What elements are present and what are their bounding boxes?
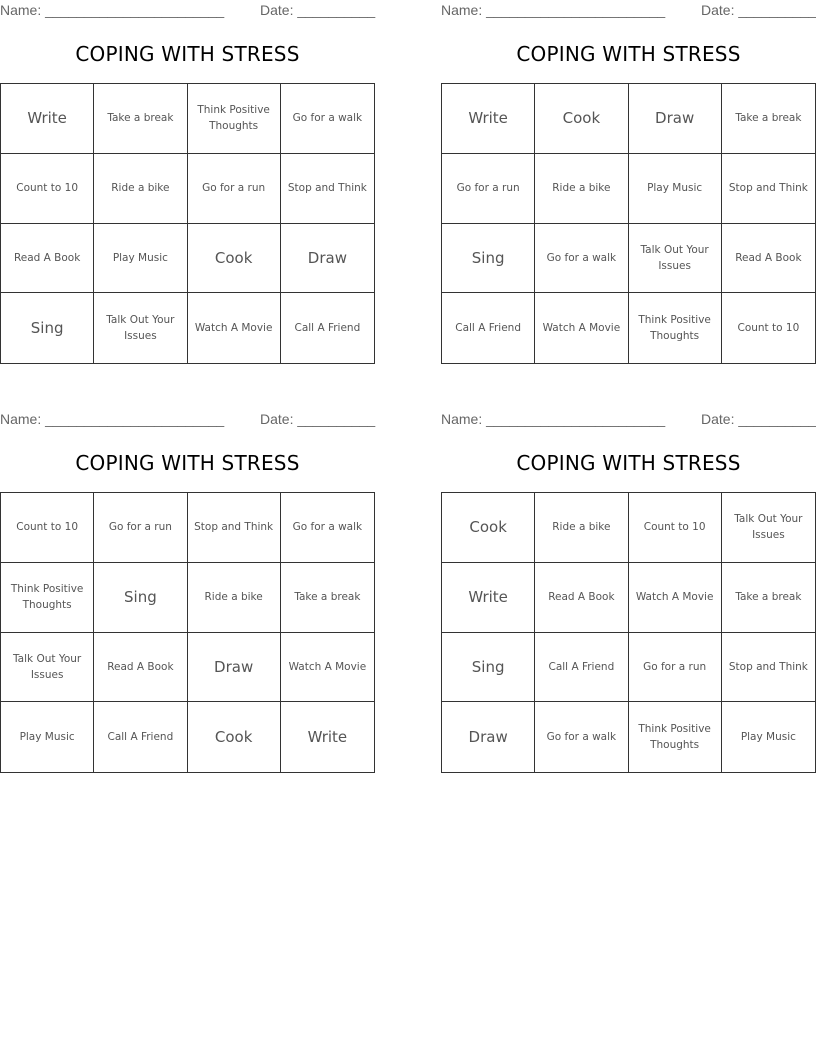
bingo-cell: Write bbox=[1, 84, 94, 154]
bingo-cell: Call A Friend bbox=[94, 702, 187, 772]
bingo-cell: Think Positive Thoughts bbox=[1, 563, 94, 633]
bingo-cell: Go for a walk bbox=[535, 224, 628, 294]
bingo-cell: Write bbox=[442, 563, 535, 633]
name-field: Name: _______________________ bbox=[0, 2, 225, 18]
bingo-grid bbox=[441, 492, 816, 773]
card-title: COPING WITH STRESS bbox=[516, 451, 741, 475]
bingo-cell: Stop and Think bbox=[281, 154, 374, 224]
bingo-cell: Go for a walk bbox=[281, 493, 374, 563]
name-date-row bbox=[441, 2, 816, 20]
bingo-cell: Think Positive Thoughts bbox=[188, 84, 281, 154]
bingo-cell: Draw bbox=[442, 702, 535, 772]
bingo-cell: Go for a run bbox=[629, 633, 722, 703]
bingo-cell: Call A Friend bbox=[535, 633, 628, 703]
bingo-cell: Play Music bbox=[94, 224, 187, 294]
card-title: COPING WITH STRESS bbox=[75, 451, 300, 475]
bingo-cell: Talk Out Your Issues bbox=[1, 633, 94, 703]
bingo-cell: Read A Book bbox=[1, 224, 94, 294]
bingo-cell: Read A Book bbox=[94, 633, 187, 703]
bingo-cell: Take a break bbox=[722, 84, 815, 154]
bingo-cell: Cook bbox=[442, 493, 535, 563]
name-field: Name: _______________________ bbox=[441, 2, 666, 18]
name-date-row bbox=[0, 2, 375, 20]
bingo-grid bbox=[0, 492, 375, 773]
bingo-cell: Think Positive Thoughts bbox=[629, 702, 722, 772]
bingo-card-1 bbox=[0, 0, 375, 364]
bingo-cell: Draw bbox=[281, 224, 374, 294]
bingo-cell: Play Music bbox=[740, 731, 796, 744]
date-field: Date: __________ bbox=[260, 411, 376, 427]
bingo-cell: Read A Book bbox=[722, 224, 815, 294]
bingo-cell: Draw bbox=[629, 84, 722, 154]
card-title: COPING WITH STRESS bbox=[516, 42, 741, 66]
bingo-cell: Play Music bbox=[1, 702, 94, 772]
bingo-cell: Cook bbox=[188, 702, 281, 772]
bingo-cell: Count to 10 bbox=[1, 493, 94, 563]
bingo-cell: Take a break bbox=[281, 563, 374, 633]
bingo-cell: Watch A Movie bbox=[281, 633, 374, 703]
bingo-cell: Talk Out Your Issues bbox=[722, 493, 815, 563]
bingo-cell: Take a break bbox=[722, 563, 815, 633]
bingo-cell: Stop and Think bbox=[722, 633, 815, 703]
bingo-cell: Talk Out Your Issues bbox=[94, 293, 187, 363]
date-field: Date: __________ bbox=[260, 2, 376, 18]
bingo-cell: Think Positive Thoughts bbox=[629, 293, 722, 363]
bingo-cell: Go for a run bbox=[94, 493, 187, 563]
bingo-cell: Take a break bbox=[94, 84, 187, 154]
bingo-cell: Sing bbox=[442, 224, 535, 294]
bingo-cell: Watch A Movie bbox=[629, 563, 722, 633]
bingo-cell: Write bbox=[442, 84, 535, 154]
name-field: Name: _______________________ bbox=[0, 411, 225, 427]
bingo-cell: Cook bbox=[188, 224, 281, 294]
bingo-grid bbox=[0, 83, 375, 364]
bingo-cell: Go for a run bbox=[442, 154, 535, 224]
name-date-row bbox=[0, 411, 375, 429]
bingo-cell: Ride a bike bbox=[188, 563, 281, 633]
bingo-cell: Ride a bike bbox=[94, 154, 187, 224]
bingo-cell: Cook bbox=[535, 84, 628, 154]
bingo-cell: Watch A Movie bbox=[188, 293, 281, 363]
bingo-card-4 bbox=[441, 409, 816, 773]
bingo-cell: Talk Out Your Issues bbox=[629, 224, 722, 294]
bingo-cell: Call A Friend bbox=[442, 293, 535, 363]
bingo-cell: Write bbox=[307, 728, 348, 747]
bingo-card-3 bbox=[0, 409, 375, 773]
bingo-cell: Count to 10 bbox=[629, 493, 722, 563]
bingo-cell: Play Music bbox=[629, 154, 722, 224]
name-date-row bbox=[441, 411, 816, 429]
bingo-cell: Count to 10 bbox=[737, 322, 800, 335]
date-field: Date: __________ bbox=[701, 411, 816, 427]
bingo-cell: Go for a walk bbox=[281, 84, 374, 154]
date-field: Date: __________ bbox=[701, 2, 816, 18]
bingo-cell: Ride a bike bbox=[535, 493, 628, 563]
bingo-cell: Call A Friend bbox=[294, 322, 361, 335]
bingo-cell: Sing bbox=[94, 563, 187, 633]
bingo-cell: Go for a run bbox=[188, 154, 281, 224]
bingo-card-2 bbox=[441, 0, 816, 364]
bingo-cell: Watch A Movie bbox=[535, 293, 628, 363]
bingo-cell: Ride a bike bbox=[535, 154, 628, 224]
bingo-cell: Go for a walk bbox=[535, 702, 628, 772]
bingo-cell: Draw bbox=[188, 633, 281, 703]
bingo-cell: Sing bbox=[1, 293, 94, 363]
bingo-cell: Sing bbox=[442, 633, 535, 703]
bingo-cell: Count to 10 bbox=[1, 154, 94, 224]
bingo-grid bbox=[441, 83, 816, 364]
bingo-cell: Stop and Think bbox=[722, 154, 815, 224]
bingo-cell: Read A Book bbox=[535, 563, 628, 633]
bingo-cell: Stop and Think bbox=[188, 493, 281, 563]
card-title: COPING WITH STRESS bbox=[75, 42, 300, 66]
name-field: Name: _______________________ bbox=[441, 411, 666, 427]
